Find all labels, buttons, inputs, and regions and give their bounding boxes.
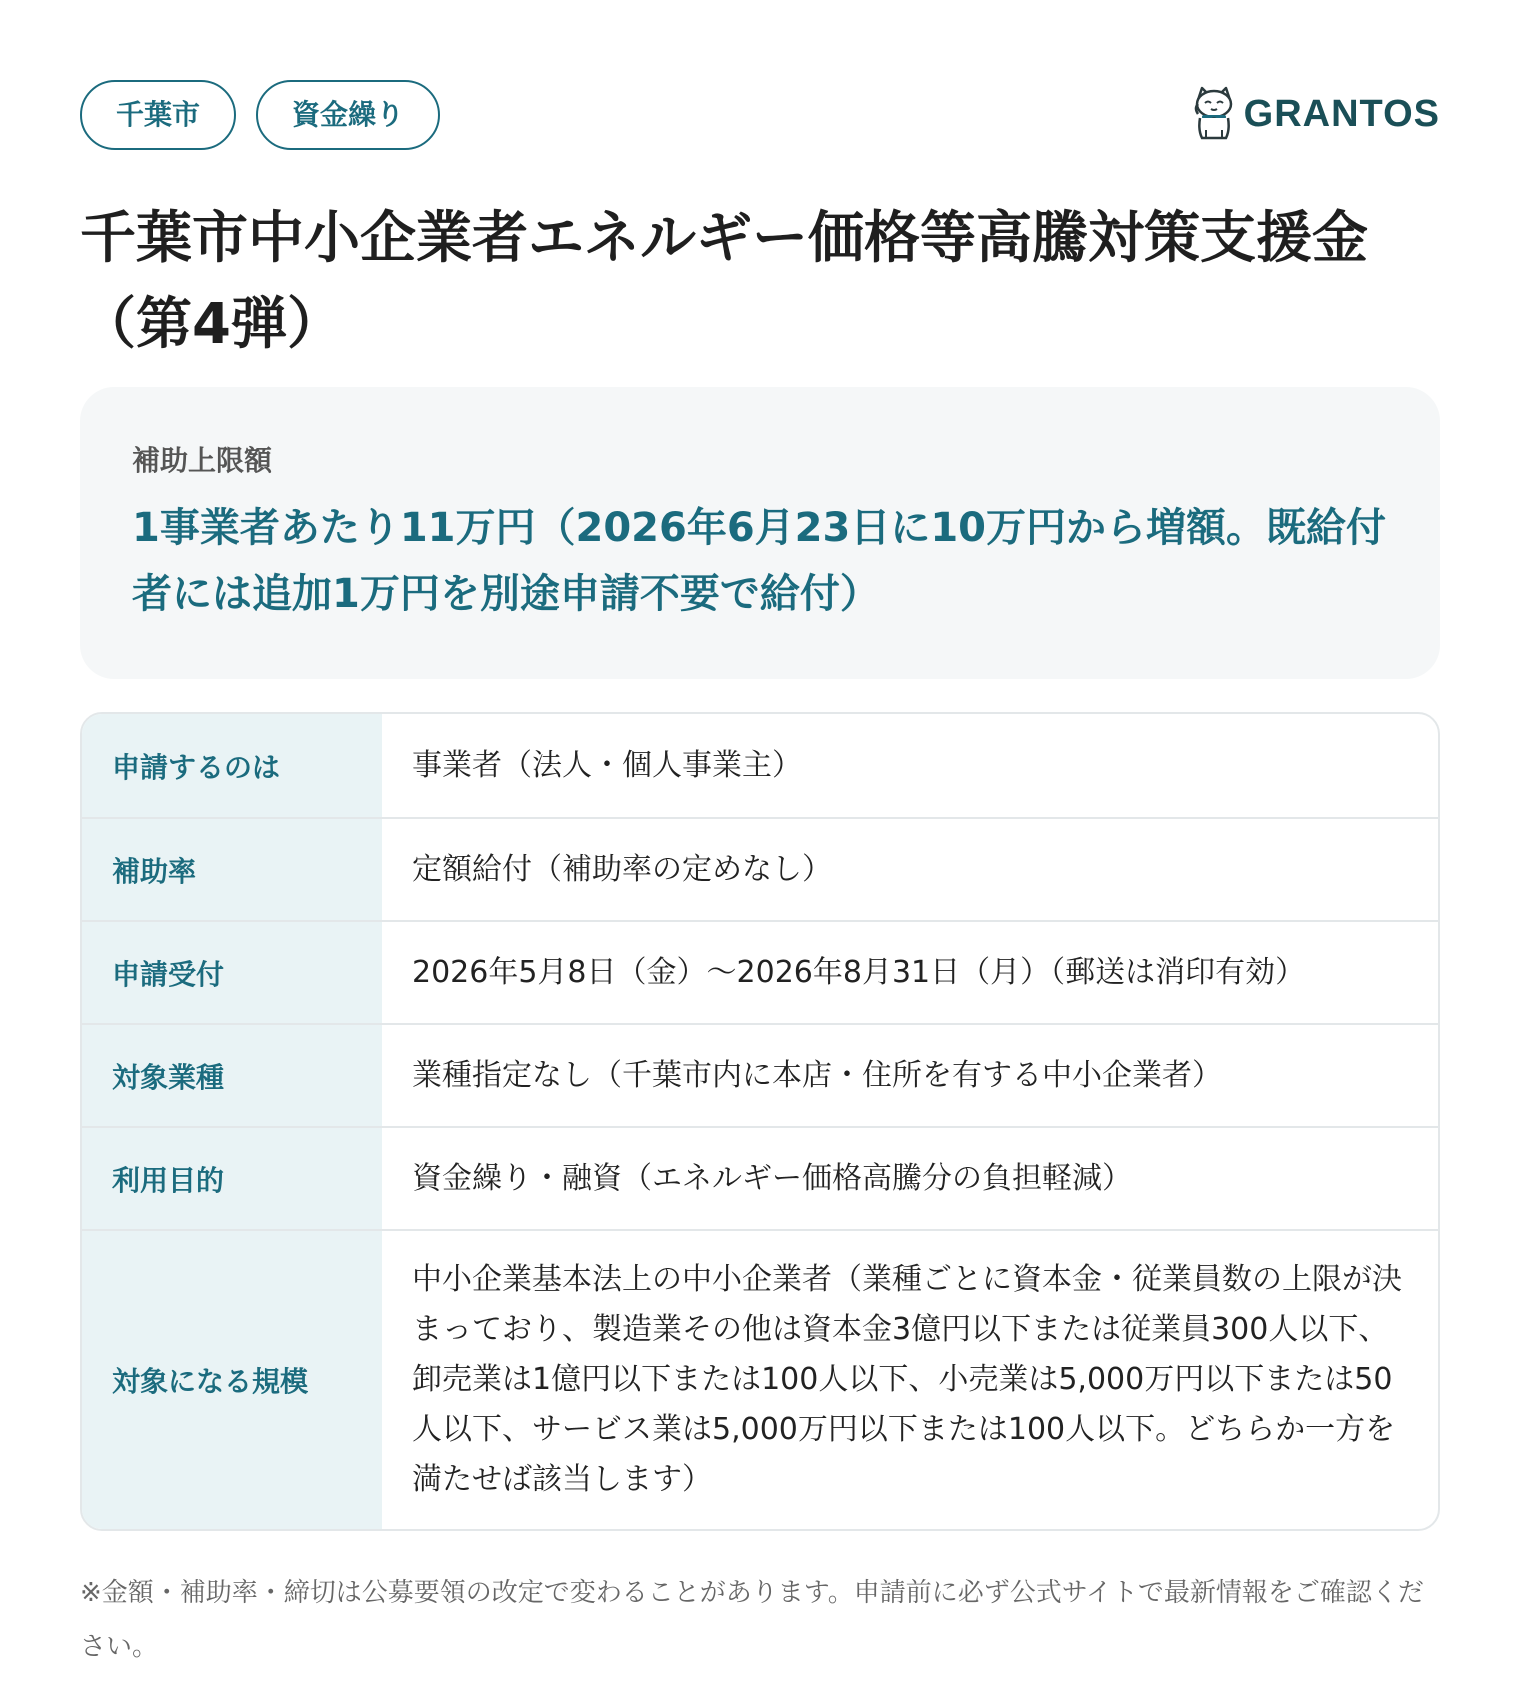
logo-text: GRANTOS — [1243, 92, 1440, 135]
row-value-industry: 業種指定なし（千葉市内に本店・住所を有する中小企業者） — [412, 1057, 1222, 1093]
row-label-industry: 対象業種 — [82, 1025, 382, 1126]
header — [80, 80, 1440, 150]
row-label-purpose: 利用目的 — [82, 1128, 382, 1229]
page-title: 千葉市中小企業者エネルギー価格等高騰対策支援金（第4弾） — [80, 206, 1368, 357]
row-label-scale: 対象になる規模 — [82, 1231, 382, 1529]
row-value-purpose: 資金繰り・融資（エネルギー価格高騰分の負担軽減） — [412, 1160, 1132, 1196]
row-label-period: 申請受付 — [82, 922, 382, 1023]
table-row — [82, 1023, 1438, 1126]
logo[interactable] — [1192, 84, 1440, 144]
row-label-applicant: 申請するのは — [82, 714, 382, 817]
row-value-period: 2026年5月8日（金）〜2026年8月31日（月）（郵送は消印有効） — [412, 954, 1306, 990]
tag-category[interactable]: 資金繰り — [256, 80, 440, 150]
table-row — [82, 817, 1438, 920]
disclaimer-note: ※金額・補助率・締切は公募要領の改定で変わることがあります。申請前に必ず公式サイトで最新情報をご確認ください。 — [80, 1578, 1424, 1662]
row-value-scale: 中小企業基本法上の中小企業者（業種ごとに資本金・従業員数の上限が決まっており、製造業その他は資本金3億円以下または従業員300人以下、卸売業は1億円以下または100人以下、小売業は5,000万円以下または50人以下、サービス業は5,000万円以下または100人以下。どちらか一方を満たせば該当します） — [412, 1262, 1402, 1497]
table-row — [82, 1126, 1438, 1229]
table-row — [82, 714, 1438, 817]
row-label-rate: 補助率 — [82, 819, 382, 920]
table-row — [82, 920, 1438, 1023]
limit-value: 1事業者あたり11万円（2026年6月23日に10万円から増額。既給付者には追加1万円を別途申請不要で給付） — [132, 505, 1386, 617]
lucky-cat-icon — [1192, 86, 1236, 142]
limit-label: 補助上限額 — [132, 444, 273, 477]
tag-city[interactable]: 千葉市 — [80, 80, 236, 150]
details-table — [80, 712, 1440, 1531]
row-value-applicant: 事業者（法人・個人事業主） — [412, 747, 802, 783]
row-value-rate: 定額給付（補助率の定めなし） — [412, 851, 832, 887]
table-row — [82, 1229, 1438, 1529]
limit-card — [80, 387, 1440, 679]
